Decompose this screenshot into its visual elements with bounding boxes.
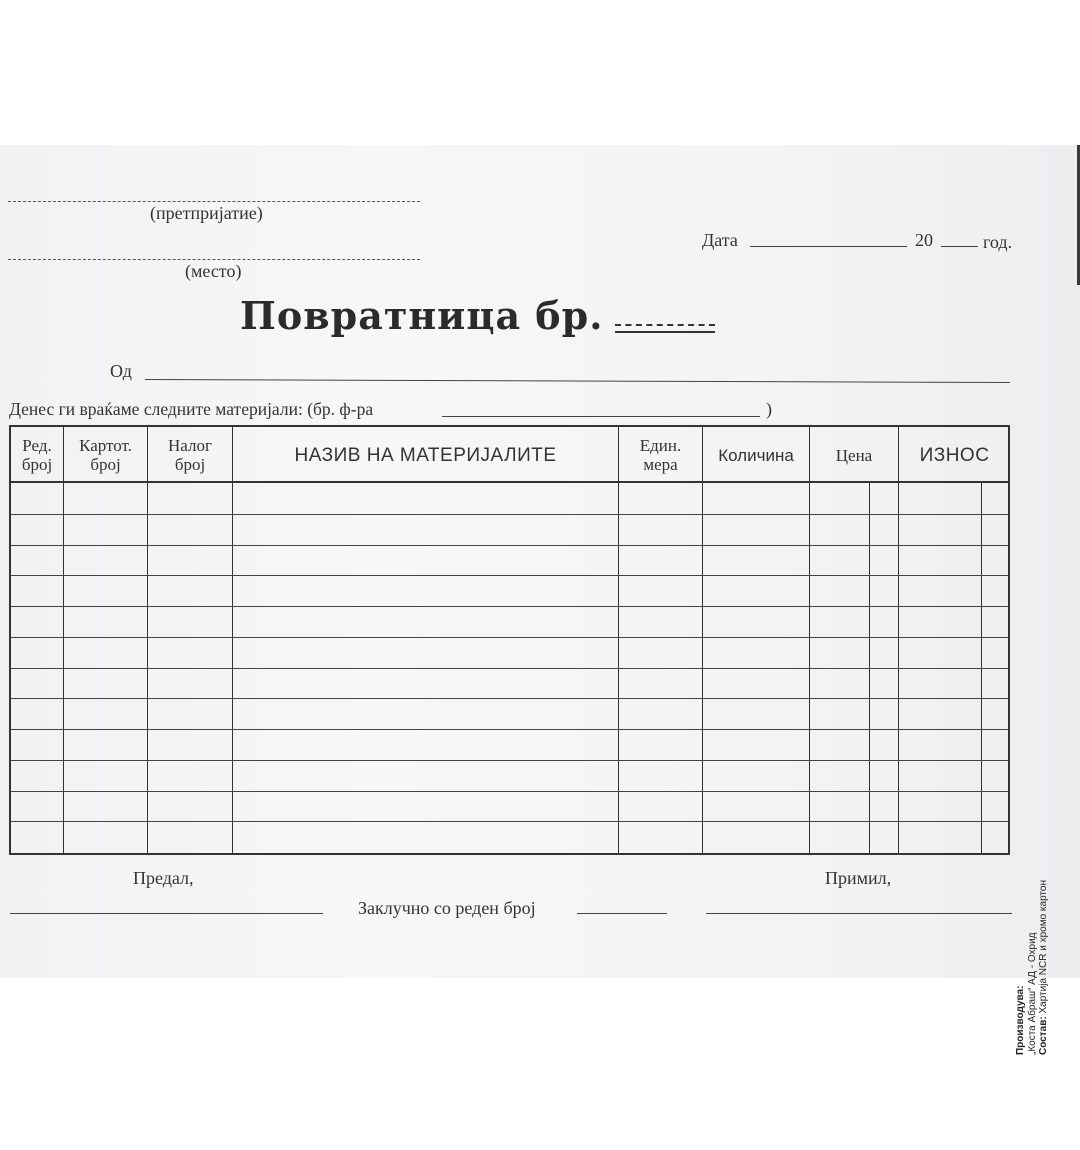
row-divider [11, 760, 1008, 761]
producer-note [1015, 855, 1075, 1055]
date-label: Дата [702, 230, 738, 250]
year-prefix: 20 [915, 230, 933, 250]
producer-label: Производува: [1015, 985, 1026, 1055]
row-divider [11, 791, 1008, 792]
received-signature-field[interactable] [706, 913, 1012, 914]
returning-text: Денес ги враќаме следните материјали: (бр. ф-ра [9, 399, 374, 419]
table-row[interactable] [11, 668, 1008, 699]
composition-text: Хартија NCR и хромо картон [1038, 880, 1049, 1014]
table-row[interactable] [11, 698, 1008, 729]
row-divider [11, 514, 1008, 515]
form-sheet [0, 145, 1080, 1055]
table-row[interactable] [11, 760, 1008, 791]
materials-table [9, 425, 1010, 855]
year-field[interactable] [941, 246, 978, 247]
row-divider [11, 668, 1008, 669]
table-row[interactable] [11, 637, 1008, 668]
row-divider [11, 729, 1008, 730]
table-row[interactable] [11, 729, 1008, 760]
table-row[interactable] [11, 545, 1008, 576]
table-row[interactable] [11, 575, 1008, 606]
number-field[interactable] [615, 331, 715, 333]
header-material-name: НАЗИВ НА МАТЕРИЈАЛИТЕ [294, 444, 557, 466]
concluded-number-field[interactable] [577, 913, 667, 914]
header-unit: Един. мера [639, 436, 682, 474]
header-order-number: Налог број [168, 436, 212, 474]
producer-name: „Коста Абраш“ АД - Охрид [1026, 932, 1038, 1055]
handed-signature-field[interactable] [10, 913, 323, 914]
handed-label: Предал, [133, 868, 194, 888]
from-field[interactable] [145, 379, 1010, 383]
composition-label: Состав: [1038, 1016, 1049, 1055]
header-amount: ИЗНОС [919, 444, 990, 466]
table-row[interactable] [11, 483, 1008, 514]
table-row[interactable] [11, 791, 1008, 822]
page-title: Повратница бр. [240, 293, 604, 338]
year-suffix: год. [983, 232, 1013, 252]
company-line[interactable] [8, 201, 420, 202]
row-divider [11, 698, 1008, 699]
row-divider [11, 606, 1008, 607]
received-label: Примил, [825, 868, 892, 888]
place-line[interactable] [8, 259, 420, 260]
header-price: Цена [835, 445, 873, 465]
header-card-number: Картот. број [79, 436, 132, 474]
row-divider [11, 637, 1008, 638]
place-caption: (место) [185, 261, 242, 281]
company-caption: (претпријатие) [150, 203, 263, 223]
row-divider [11, 575, 1008, 576]
row-divider [11, 545, 1008, 546]
from-label: Од [110, 361, 132, 381]
header-row-number: Ред. број [21, 436, 53, 474]
table-row[interactable] [11, 514, 1008, 545]
returning-close: ) [766, 399, 772, 419]
table-row[interactable] [11, 606, 1008, 637]
table-row[interactable] [11, 821, 1008, 852]
date-field[interactable] [750, 246, 907, 247]
header-quantity: Количина [718, 445, 794, 465]
row-divider [11, 821, 1008, 822]
concluded-label: Заклучно со реден број [358, 898, 536, 918]
title-row [240, 293, 715, 338]
invoice-field[interactable] [442, 416, 760, 417]
